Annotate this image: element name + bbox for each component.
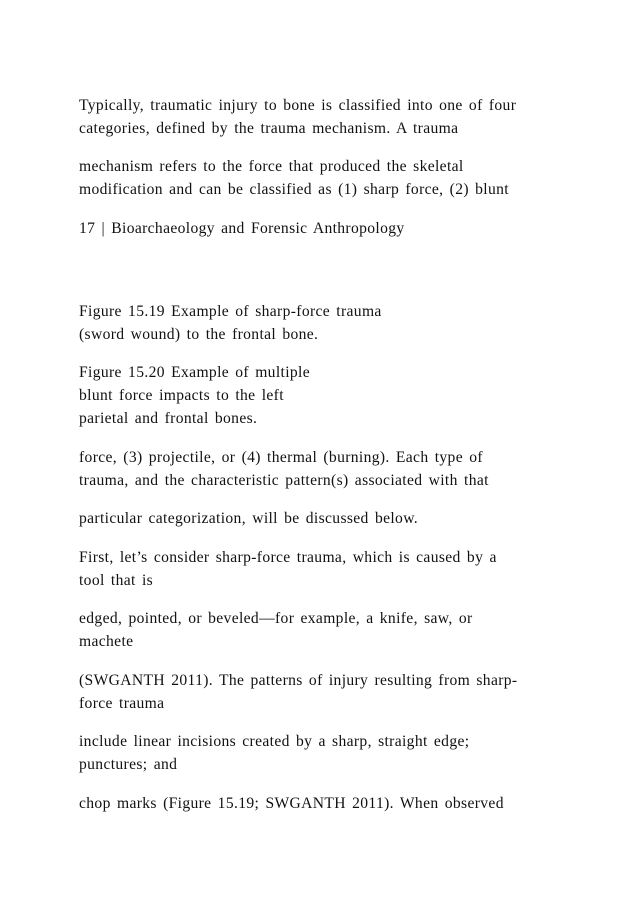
body-text-line: tool that is — [79, 572, 154, 589]
body-text-line: trauma, and the characteristic pattern(s) associated with that — [79, 472, 489, 489]
figure-caption: (sword wound) to the frontal bone. — [79, 326, 319, 343]
figure-caption: parietal and frontal bones. — [79, 410, 258, 427]
body-text-line: mechanism refers to the force that produced the skeletal — [79, 158, 464, 175]
body-text-line: categories, defined by the trauma mechanism. A trauma — [79, 120, 459, 137]
body-text-line: (SWGANTH 2011). The patterns of injury resulting from sharp- — [79, 672, 518, 689]
body-text-line: machete — [79, 633, 134, 650]
body-text-line: punctures; and — [79, 756, 178, 773]
body-text-line: include linear incisions created by a sharp, straight edge; — [79, 733, 470, 750]
body-text-line: chop marks (Figure 15.19; SWGANTH 2011). When observed — [79, 795, 504, 812]
figure-caption: Figure 15.20 Example of multiple — [79, 364, 310, 381]
body-text-line: Typically, traumatic injury to bone is classified into one of four — [79, 97, 517, 114]
figure-caption: Figure 15.19 Example of sharp-force trauma — [79, 303, 382, 320]
body-text-line: edged, pointed, or beveled—for example, a knife, saw, or — [79, 610, 473, 627]
body-text-line: force trauma — [79, 695, 165, 712]
body-text-line: force, (3) projectile, or (4) thermal (burning). Each type of — [79, 449, 483, 466]
body-text-line: First, let’s consider sharp-force trauma, which is caused by a — [79, 549, 497, 566]
body-text-line: modification and can be classified as (1) sharp force, (2) blunt — [79, 181, 509, 198]
figure-caption: blunt force impacts to the left — [79, 387, 284, 404]
body-text-line: particular categorization, will be discussed below. — [79, 510, 419, 527]
page-footer: 17 | Bioarchaeology and Forensic Anthropology — [79, 220, 405, 237]
